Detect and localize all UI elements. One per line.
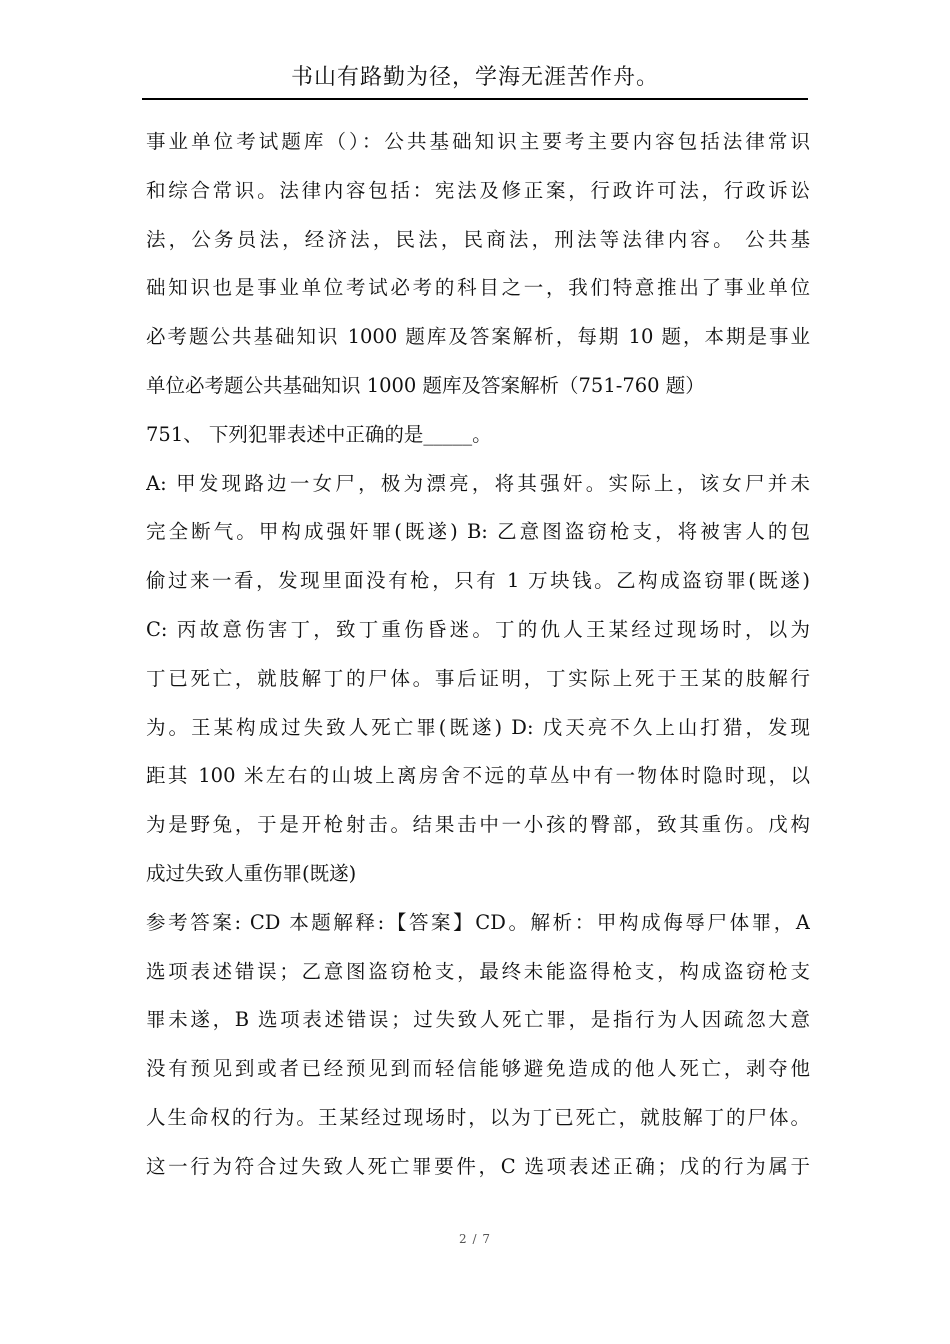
text-line: 为。王某构成过失致人死亡罪(既遂) D: 戊天亮不久上山打猎，发现: [146, 715, 810, 739]
text-line: 完全断气。甲构成强奸罪(既遂) B: 乙意图盗窃枪支，将被害人的包: [146, 520, 810, 544]
text-line: 参考答案: CD 本题解释:【答案】CD。解析：甲构成侮辱尸体罪，A: [146, 910, 810, 934]
text-line: 丁已死亡，就肢解丁的尸体。事后证明，丁实际上死于王某的肢解行: [146, 666, 810, 690]
text-line: A: 甲发现路边一女尸，极为漂亮，将其强奸。实际上，该女尸并未: [146, 471, 810, 495]
text-line: 单位必考题公共基础知识 1000 题库及答案解析（751-760 题）: [146, 373, 705, 397]
text-line: 法，公务员法，经济法，民法，民商法，刑法等法律内容。 公共基: [146, 227, 810, 251]
text-line: 这一行为符合过失致人死亡罪要件，C 选项表述正确；戊的行为属于: [146, 1154, 810, 1178]
text-line: 础知识也是事业单位考试必考的科目之一，我们特意推出了事业单位: [146, 276, 810, 300]
text-line: 距其 100 米左右的山坡上离房舍不远的草丛中有一物体时隐时现，以: [146, 764, 810, 788]
header-motto: 书山有路勤为径，学海无涯苦作舟。: [290, 65, 659, 90]
text-line: 偷过来一看，发现里面没有枪，只有 1 万块钱。乙构成盗窃罪(既遂): [146, 569, 810, 593]
page-number: 2 / 7: [459, 1232, 491, 1246]
text-line: 751、 下列犯罪表述中正确的是_____。: [146, 422, 492, 446]
text-line: 没有预见到或者已经预见到而轻信能够避免造成的他人死亡，剥夺他: [146, 1057, 810, 1081]
text-line: 成过失致人重伤罪(既遂): [146, 861, 357, 885]
text-line: 选项表述错误；乙意图盗窃枪支，最终未能盗得枪支，构成盗窃枪支: [146, 959, 810, 983]
text-line: 事业单位考试题库（）：公共基础知识主要考主要内容包括法律常识: [146, 130, 810, 153]
text-line: 为是野兔，于是开枪射击。结果击中一小孩的臀部，致其重伤。戊构: [146, 813, 810, 837]
text-line: 必考题公共基础知识 1000 题库及答案解析，每期 10 题，本期是事业: [146, 325, 810, 349]
text-line: C: 丙故意伤害丁，致丁重伤昏迷。丁的仇人王某经过现场时，以为: [146, 617, 810, 641]
text-line: 和综合常识。法律内容包括：宪法及修正案，行政许可法，行政诉讼: [146, 178, 810, 202]
header-rule: [142, 98, 808, 100]
text-line: 罪未遂，B 选项表述错误；过失致人死亡罪，是指行为人因疏忽大意: [146, 1008, 810, 1032]
text-line: 人生命权的行为。王某经过现场时，以为丁已死亡，就肢解丁的尸体。: [146, 1105, 810, 1129]
document-body: [146, 118, 810, 1192]
